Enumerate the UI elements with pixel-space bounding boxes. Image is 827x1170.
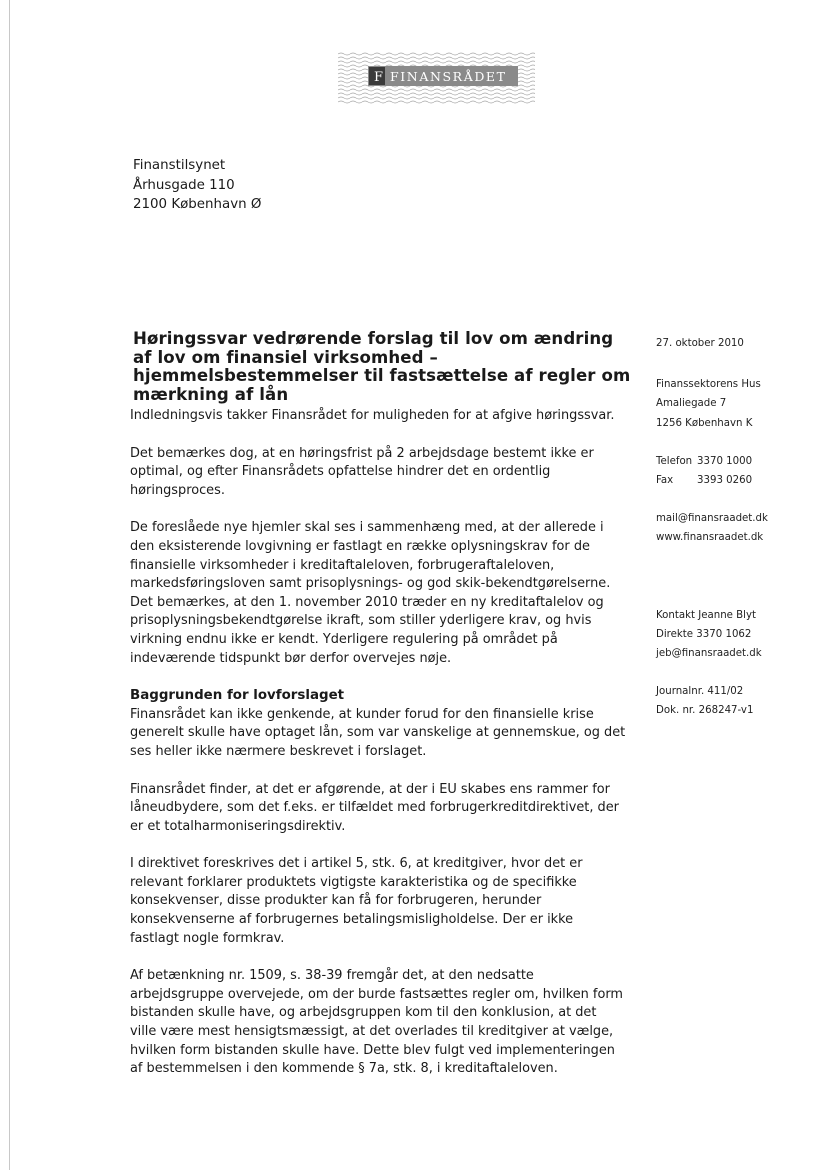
contact-person: Kontakt Jeanne Blyt [656,609,757,621]
addressee-city: 2100 København Ø [133,197,262,213]
sender-address-line: Amaliegade 7 [656,398,727,410]
addressee-street: Århusgade 110 [133,177,235,193]
contact-direct-phone: Direkte 3370 1062 [656,628,752,640]
journal-number: Journalnr. 411/02 [656,686,744,698]
phone-row [656,452,816,471]
letter-title: Høringssvar vedrørende forslag til lov om ændring af lov om finansiel virksomhed – hjemmelsbestemmelser til fastsættelse af regler om mærkning af lån [133,329,631,404]
paragraph-deadline: Det bemærkes dog, at en høringsfrist på 2 arbejdsdage bestemt ikke er optimal, og efter Finansrådets opfattelse hindrer det en ordentlig høringsproces. [130,445,594,498]
logo-letter: F [374,70,384,85]
paragraph-directive: I direktivet foreskrives det i artikel 5, stk. 6, at kreditgiver, hvor det er relevant forklarer produktets vigtigste karakteristika og de specifikke konsekvenser, disse produkter kan få for forbrugeren, herunder konsekvenserne af forbrugernes betalingsmisligholdelse. Der er ikke fastlagt nogle formkrav. [130,856,583,946]
paragraph-existing-rules: De foreslåede nye hjemler skal ses i sammenhæng med, at der allerede i den eksisterende lovgivning er fastlagt en række oplysningskrav for de finansielle virksomheder i kreditaftaleloven, forbrugeraftaleloven, markedsføringsloven samt prisoplysnings- og god skik-bekendtgørelserne. Det bemærkes, at den 1. november 2010 træder en ny kreditaftalelov og prisoplysningsbekendtgørelse ikraft, som stiller yderligere krav, og hvis virkning endnu ikke er kendt. Yderligere regulering på området på indeværende tidspunkt bør derfor overvejes nøje. [130,520,611,666]
paragraph-eu-framework: Finansrådet finder, at det er afgørende, at der i EU skabes ens rammer for låneudbydere, som det f.eks. er tilfældet med forbrugerkreditdirektivet, der er et totalharmoniseringsdirektiv. [130,781,619,834]
sender-email: mail@finansraadet.dk [656,513,768,525]
letter-date: 27. oktober 2010 [656,338,744,349]
logo-graphic [338,52,535,104]
sender-address-line: Finanssektorens Hus [656,379,761,391]
letter-body [130,407,626,1079]
sender-sidebar [656,334,816,721]
section-heading: Baggrunden for lovforslaget [130,688,345,704]
finansraadet-logo [338,52,535,104]
addressee-name: Finanstilsynet [133,158,226,173]
sender-address-line: 1256 København K [656,417,753,429]
document-number: Dok. nr. 268247-v1 [656,705,754,717]
paragraph-intro: Indledningsvis takker Finansrådet for muligheden for at afgive høringssvar. [130,408,615,423]
paragraph-report: Af betænkning nr. 1509, s. 38-39 fremgår det, at den nedsatte arbejdsgruppe overvejede, om der burde fastsættes regler om, hvilken form bistanden skulle have, og arbejdsgruppen kom til den konklusion, at det ville være mest hensigtsmæssigt, at det overlades til kreditgiver at vælge, hvilken form bistanden skulle have. Dette blev fulgt ved implementeringen af bestemmelsen i den kommende § 7a, stk. 8, i kreditaftaleloven. [130,968,623,1077]
fax-row [656,471,816,490]
sender-website: www.finansraadet.dk [656,532,764,544]
logo-text: FINANSRÅDET [390,69,507,84]
page-edge-line [9,0,10,1170]
phone-number: 3370 1000 [697,455,753,467]
addressee-block [133,156,261,215]
phone-label: Telefon [656,455,693,467]
fax-label: Fax [656,475,674,487]
fax-number: 3393 0260 [697,475,753,487]
paragraph-background: Finansrådet kan ikke genkende, at kunder forud for den finansielle krise generelt skulle have optaget lån, som var vanskelige at gennemskue, og det ses heller ikke nærmere beskrevet i forslaget. [130,706,626,759]
contact-email: jeb@finansraadet.dk [656,648,762,660]
